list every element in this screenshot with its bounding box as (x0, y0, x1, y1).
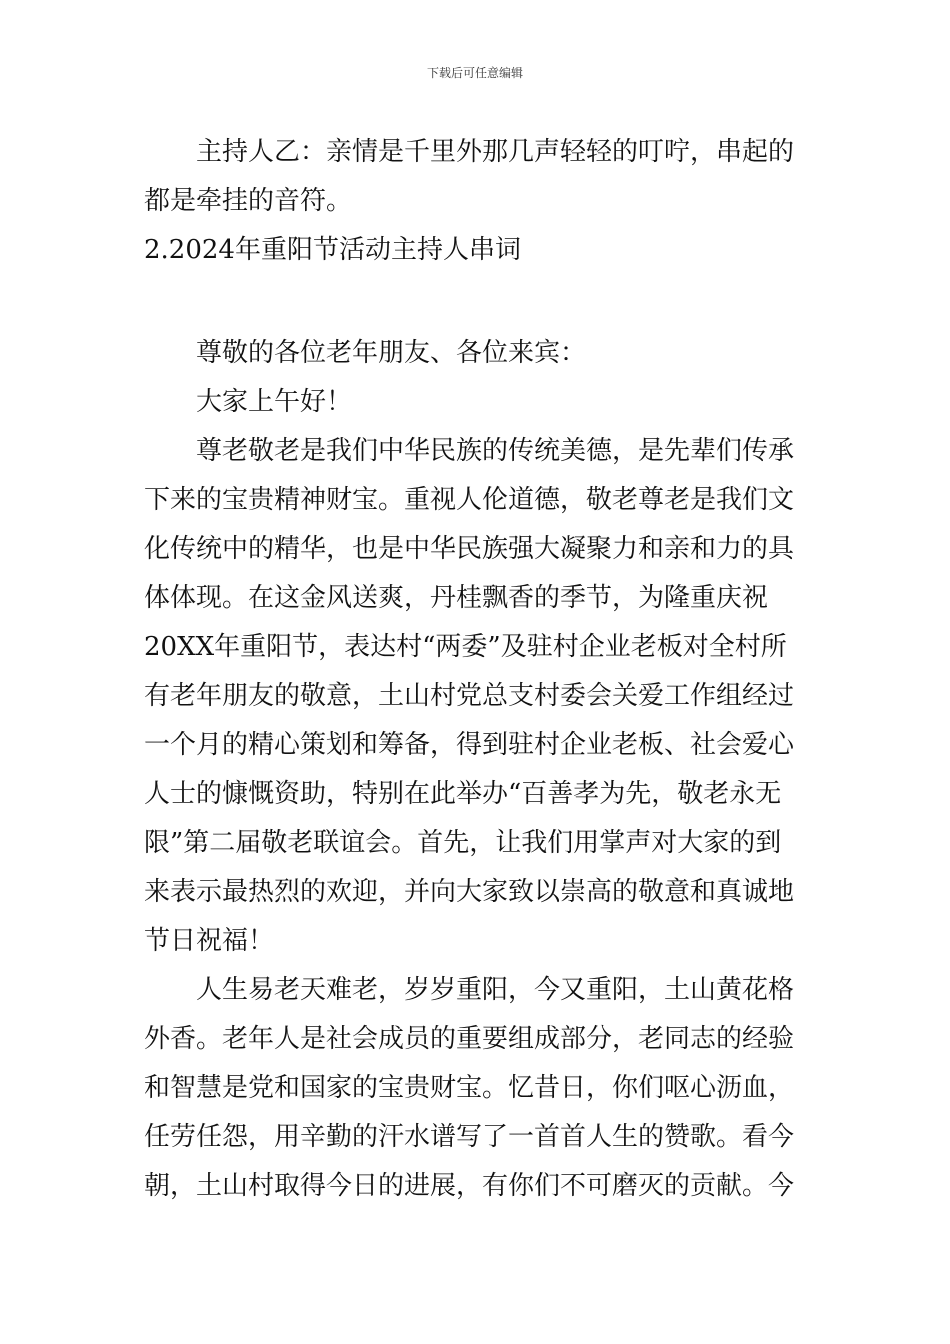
blank-space (144, 275, 806, 329)
section-heading: 2.2024年重阳节活动主持人串词 (144, 235, 521, 265)
paragraph-line: 尊老敬老是我们中华民族的传统美德，是先辈们传承 (196, 436, 795, 466)
paragraph-line: 节日祝福！ (144, 926, 275, 956)
paragraph-line: 外香。老年人是社会成员的重要组成部分，老同志的经验 (144, 1024, 795, 1054)
paragraph-line: 任劳任怨，用辛勤的汗水谱写了一首首人生的赞歌。看今 (144, 1122, 795, 1152)
paragraph-line: 有老年朋友的敬意，土山村党总支村委会关爱工作组经过 (144, 681, 795, 711)
paragraph-line: 人生易老天难老，岁岁重阳，今又重阳，土山黄花格 (196, 975, 795, 1005)
paragraph-line: 人士的慷慨资助，特别在此举办“百善孝为先，敬老永无 (144, 779, 782, 809)
paragraph-line: 和智慧是党和国家的宝贵财宝。忆昔日，你们呕心沥血， (144, 1073, 795, 1103)
morning-greeting: 大家上午好！ (196, 387, 353, 417)
paragraph-line: 20XX年重阳节，表达村“两委”及驻村企业老板对全村所 (144, 632, 787, 662)
paragraph-line: 朝，土山村取得今日的进展，有你们不可磨灭的贡献。今 (144, 1171, 795, 1201)
greeting-line: 尊敬的各位老年朋友、各位来宾： (196, 338, 587, 368)
paragraph-line: 限”第二届敬老联谊会。首先，让我们用掌声对大家的到 (144, 828, 782, 858)
paragraph-line: 下来的宝贵精神财宝。重视人伦道德，敬老尊老是我们文 (144, 485, 795, 515)
paragraph-line: 来表示最热烈的欢迎，并向大家致以崇高的敬意和真诚地 (144, 877, 795, 907)
paragraph-line: 都是牵挂的音符。 (144, 186, 353, 216)
document-body (144, 128, 806, 1211)
paragraph-line: 化传统中的精华，也是中华民族强大凝聚力和亲和力的具 (144, 534, 795, 564)
paragraph-line: 一个月的精心策划和筹备，得到驻村企业老板、社会爱心 (144, 730, 795, 760)
page-header: 下载后可任意编辑 (426, 66, 523, 80)
paragraph-line: 体体现。在这金风送爽，丹桂飘香的季节，为隆重庆祝 (144, 583, 769, 613)
paragraph-line: 主持人乙：亲情是千里外那几声轻轻的叮咛，串起的 (196, 137, 795, 167)
